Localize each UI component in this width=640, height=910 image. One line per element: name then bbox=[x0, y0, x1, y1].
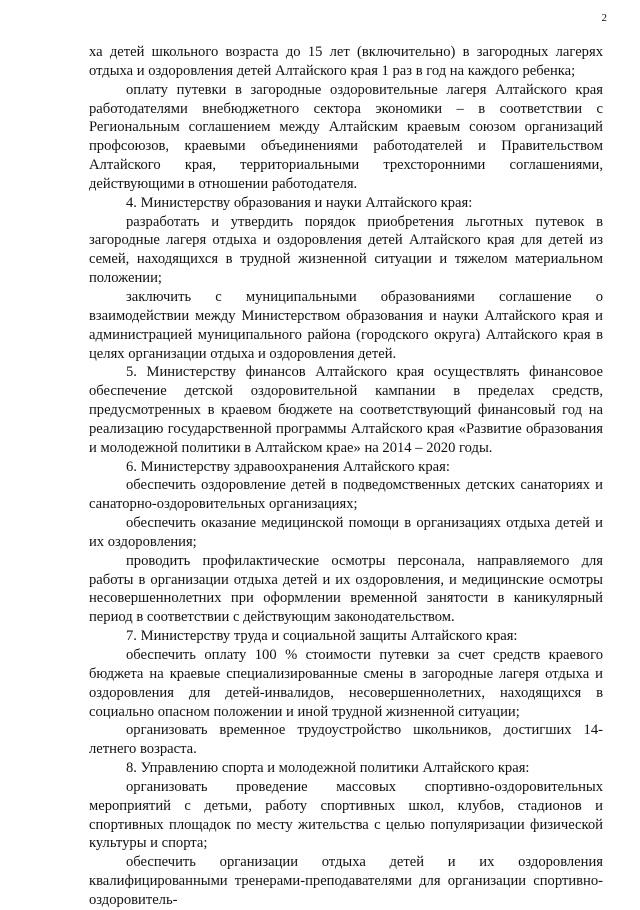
paragraph: обеспечить организации отдыха детей и их оздоровления квалифицированными тренерами-преподавателями для организации спортивно-оздоровитель- bbox=[89, 854, 603, 908]
paragraph: организовать временное трудоустройство школьников, достигших 14-летнего возраста. bbox=[89, 722, 603, 758]
section-heading: 7. Министерству труда и социальной защиты Алтайского края: bbox=[126, 628, 518, 645]
document-body bbox=[89, 43, 603, 910]
section-heading: 6. Министерству здравоохранения Алтайского края: bbox=[126, 458, 450, 475]
paragraph: обеспечить оказание медицинской помощи в организациях отдыха детей и их оздоровления; bbox=[89, 515, 603, 550]
page-number: 2 bbox=[601, 12, 607, 24]
paragraph: заключить с муниципальными образованиями соглашение о взаимодействии между Министерством образования и науки Алтайского края и администрацией муниципального района (городского округа) Алтайского края в целях организации отдыха и оздоровления детей. bbox=[89, 288, 603, 362]
paragraph: разработать и утвердить порядок приобретения льготных путевок в загородные лагеря отдыха и оздоровления детей Алтайского края для детей из семей, находящихся в трудной жизненной ситуации и тяжелом материальном положении; bbox=[89, 213, 603, 287]
section-heading: 4. Министерству образования и науки Алтайского края: bbox=[126, 194, 473, 211]
section-heading: 8. Управлению спорта и молодежной политики Алтайского края: bbox=[126, 760, 530, 777]
paragraph: обеспечить оздоровление детей в подведомственных детских санаториях и санаторно-оздоровительных организациях; bbox=[89, 477, 603, 513]
paragraph: организовать проведение массовых спортивно-оздоровительных мероприятий с детьми, работу спортивных школ, клубов, стадионов и спортивных площадок по месту жительства с целью популяризации физической культуры и спорта; bbox=[89, 778, 603, 852]
paragraph: оплату путевки в загородные оздоровительные лагеря Алтайского края работодателями внебюджетного сектора экономики – в соответствии с Региональным соглашением между Алтайским краевым союзом организаций профсоюзов, краевыми объединениями работодателей и Правительством Алтайского края, территориальными трехсторонними соглашениями, действующими в отношении работодателя. bbox=[89, 81, 603, 192]
paragraph: проводить профилактические осмотры персонала, направляемого для работы в организации отдыха детей и их оздоровления, и медицинские осмотры несовершеннолетних при оформлении временной занятости в каникулярный период в соответствии с действующим законодательством. bbox=[89, 552, 603, 626]
paragraph: 5. Министерству финансов Алтайского края осуществлять финансовое обеспечение детской оздоровительной кампании в пределах средств, предусмотренных в краевом бюджете на соответствующий финансовый год на реализацию государственной программы Алтайского края «Развитие образования и молодежной политики в Алтайском крае» на 2014 – 2020 годы. bbox=[89, 364, 603, 456]
paragraph: обеспечить оплату 100 % стоимости путевки за счет средств краевого бюджета на краевые специализированные смены в загородные лагеря отдыха и оздоровления для детей-инвалидов, несовершеннолетних, находящихся в социально опасном положении и иной трудной жизненной ситуации; bbox=[89, 647, 603, 720]
paragraph: ха детей школьного возраста до 15 лет (включительно) в загородных лагерях отдыха и оздоровления детей Алтайского края 1 раз в год на каждого ребенка; bbox=[89, 44, 603, 79]
